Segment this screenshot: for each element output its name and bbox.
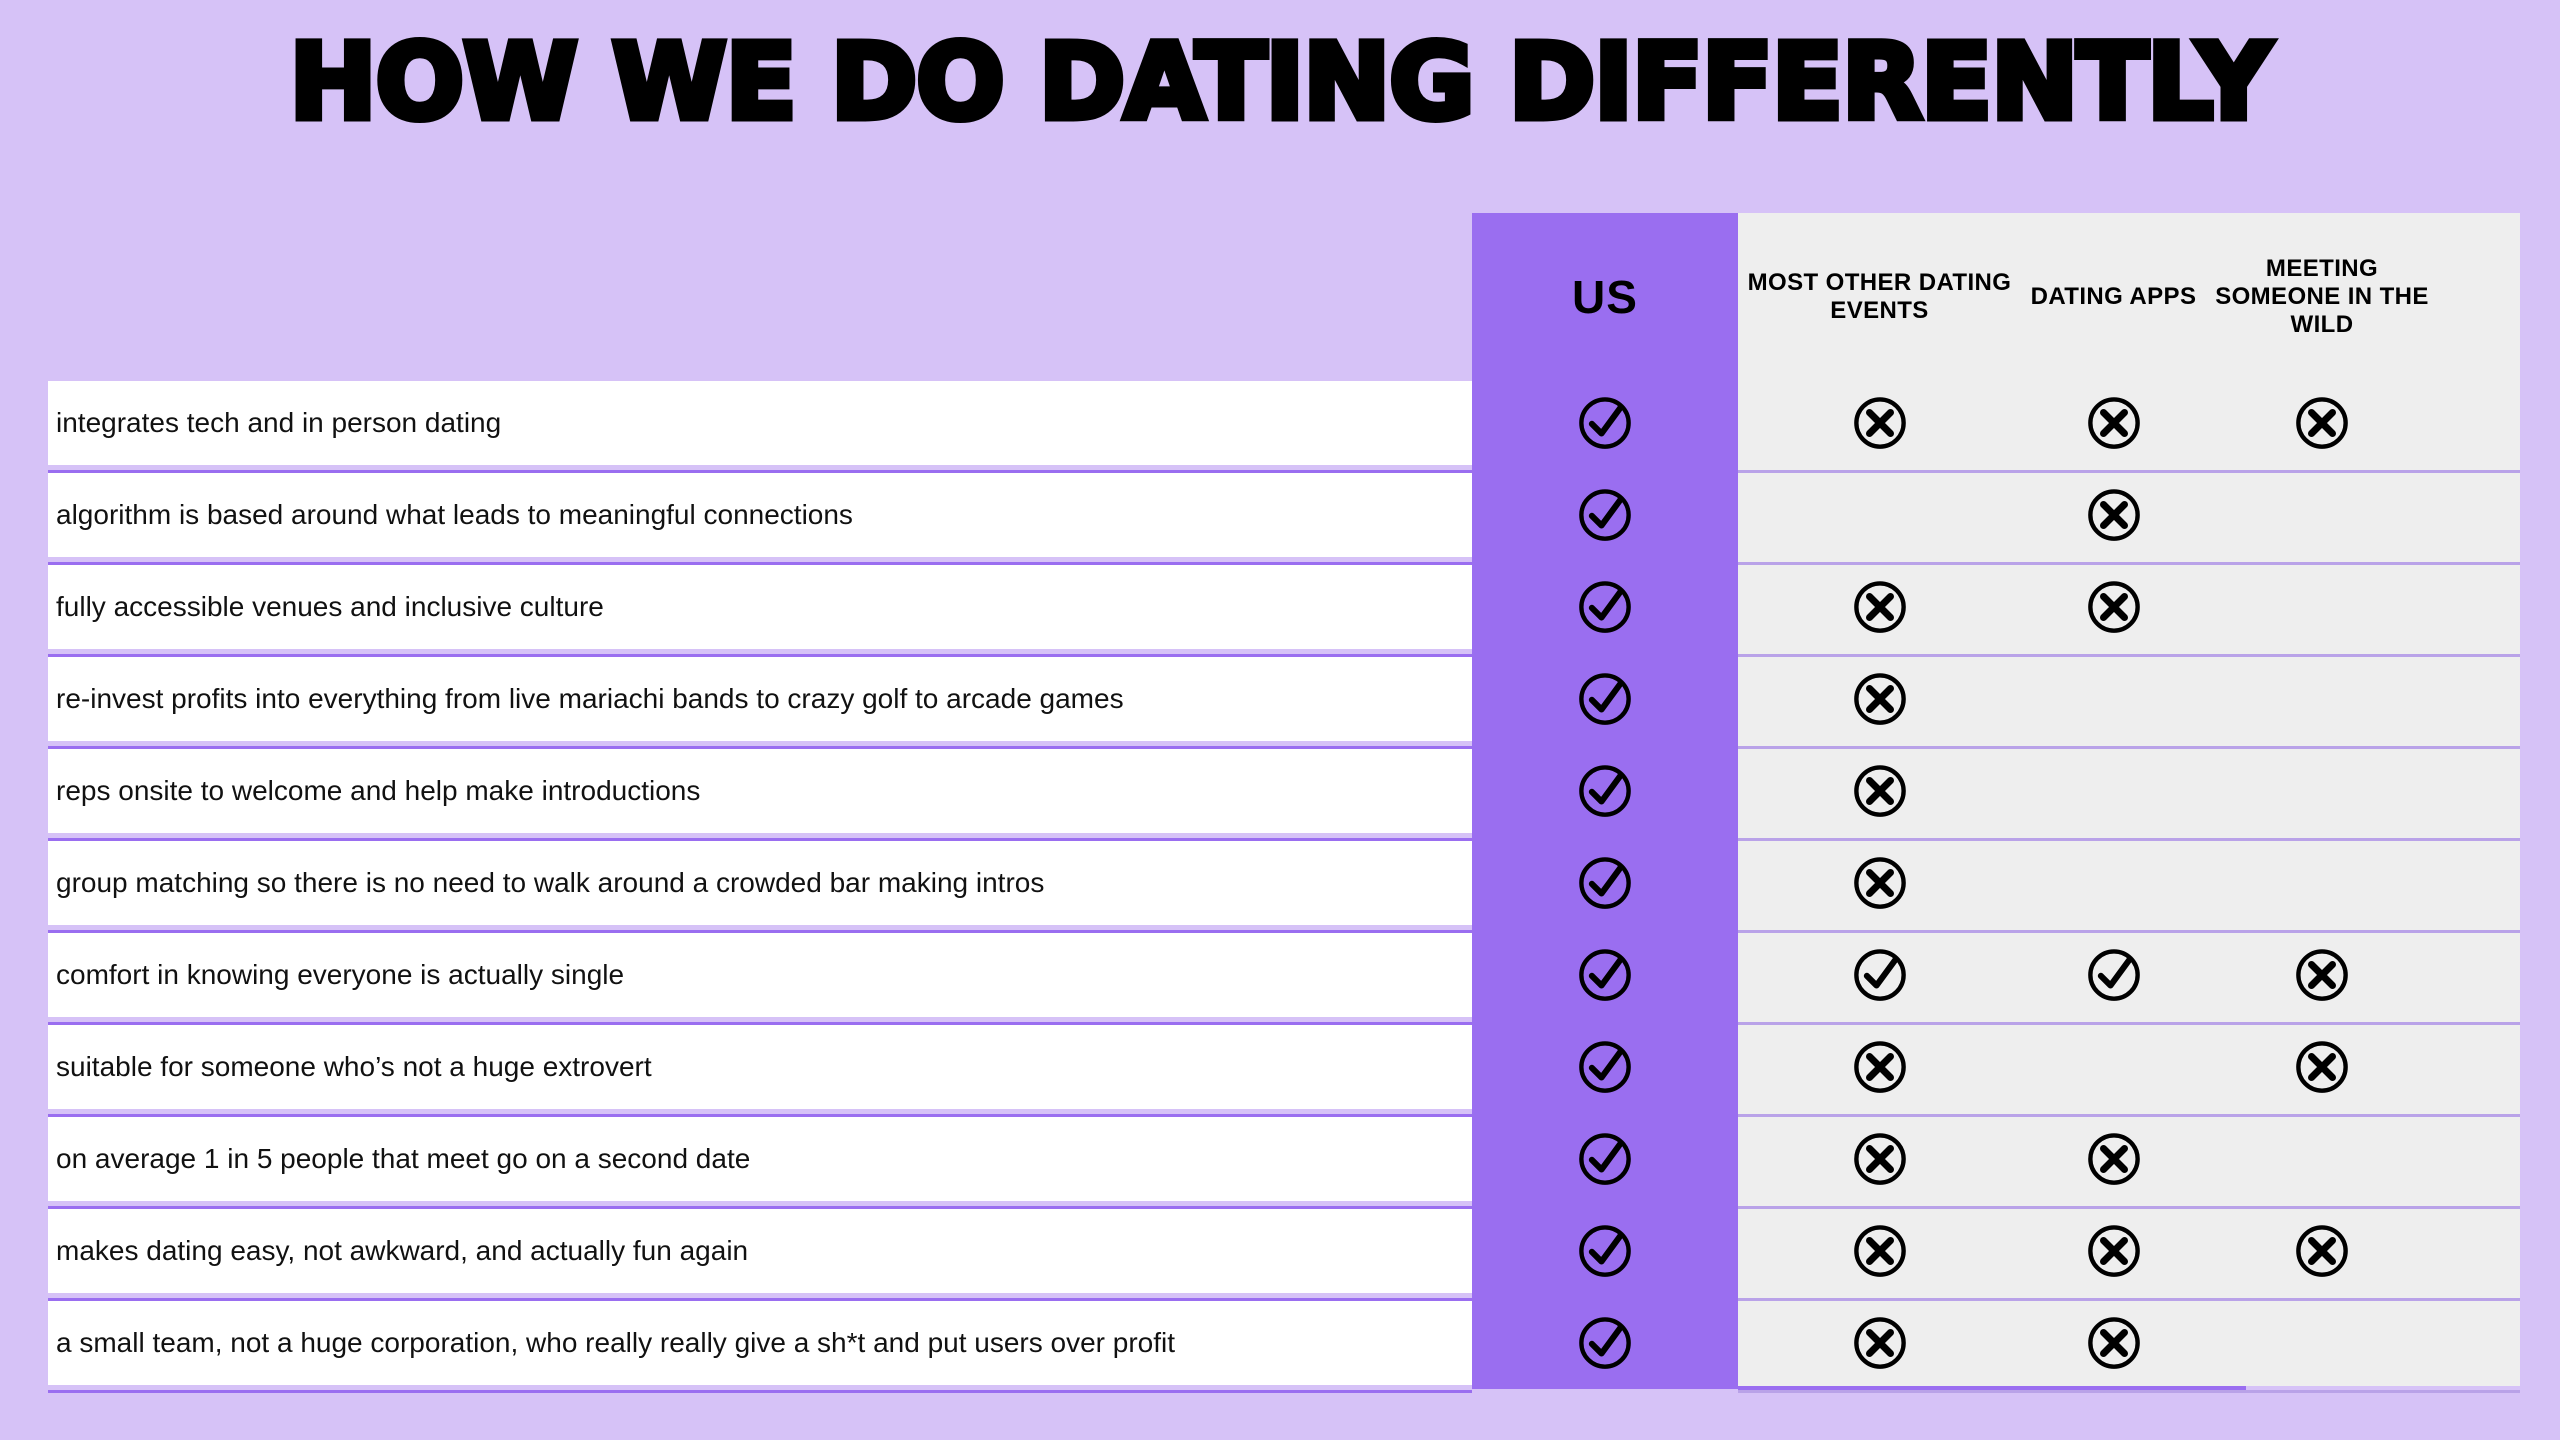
- cell-dating-apps: [2021, 1209, 2206, 1293]
- cell-other-events: [1738, 1117, 2021, 1201]
- cell-other-events: [1738, 1025, 2021, 1109]
- table-row: [48, 1117, 1472, 1209]
- cross-circle-icon: [2086, 487, 2142, 543]
- cross-circle-icon: [2294, 1039, 2350, 1095]
- check-circle-icon: [1577, 947, 1633, 1003]
- feature-label: algorithm is based around what leads to meaningful connections: [56, 499, 853, 530]
- cell-us: [1472, 381, 1738, 465]
- table-row: [48, 381, 1472, 473]
- check-circle-icon: [1577, 1131, 1633, 1187]
- cell-us: [1472, 1025, 1738, 1109]
- cross-circle-icon: [2086, 1315, 2142, 1371]
- page-title: HOW WE DO DATING DIFFERENTLY: [289, 21, 2271, 143]
- cross-circle-icon: [1852, 1315, 1908, 1371]
- cell-in-the-wild: [2206, 933, 2438, 1017]
- cell-other-events: [1738, 1209, 2021, 1293]
- cell-other-events: [1738, 565, 2021, 649]
- cell-us: [1472, 1209, 1738, 1293]
- cell-us: [1472, 933, 1738, 1017]
- table-row: [48, 749, 1472, 841]
- table-row: [48, 565, 1472, 657]
- cell-dating-apps: [2021, 381, 2206, 465]
- cell-dating-apps: [2021, 933, 2206, 1017]
- marks-row: [1472, 565, 2520, 657]
- feature-label-box: [48, 1301, 1472, 1385]
- cross-circle-icon: [1852, 1039, 1908, 1095]
- cell-us: [1472, 657, 1738, 741]
- cell-us: [1472, 1117, 1738, 1201]
- cell-dating-apps: [2021, 657, 2206, 741]
- cross-circle-icon: [2086, 1223, 2142, 1279]
- feature-label-box: [48, 565, 1472, 649]
- cell-other-events: [1738, 657, 2021, 741]
- table-row: [48, 473, 1472, 565]
- feature-label-box: [48, 841, 1472, 925]
- cell-other-events: [1738, 473, 2021, 557]
- marks-row: [1472, 473, 2520, 565]
- cell-in-the-wild: [2206, 1209, 2438, 1293]
- feature-label-box: [48, 1209, 1472, 1293]
- cross-circle-icon: [1852, 763, 1908, 819]
- cell-us: [1472, 565, 1738, 649]
- column-header-us: US: [1572, 270, 1638, 323]
- marks-row: [1472, 1301, 2520, 1393]
- table-row: [48, 933, 1472, 1025]
- cross-circle-icon: [2086, 395, 2142, 451]
- cell-other-events: [1738, 933, 2021, 1017]
- cell-in-the-wild: [2206, 1301, 2438, 1385]
- cross-circle-icon: [1852, 579, 1908, 635]
- feature-label: makes dating easy, not awkward, and actually fun again: [56, 1235, 749, 1266]
- feature-label-box: [48, 933, 1472, 1017]
- cell-in-the-wild: [2206, 841, 2438, 925]
- marks-grid: [1472, 381, 2520, 1393]
- check-circle-icon: [1577, 1315, 1633, 1371]
- table-row: [48, 1025, 1472, 1117]
- feature-label-box: [48, 1025, 1472, 1109]
- marks-row: [1472, 1209, 2520, 1301]
- column-header-dating-apps: DATING APPS: [2030, 282, 2197, 310]
- cross-circle-icon: [1852, 395, 1908, 451]
- cell-dating-apps: [2021, 565, 2206, 649]
- feature-label-box: [48, 473, 1472, 557]
- cross-circle-icon: [2294, 1223, 2350, 1279]
- row-divider: [48, 1390, 1472, 1393]
- cell-dating-apps: [2021, 841, 2206, 925]
- cross-circle-icon: [1852, 855, 1908, 911]
- cell-in-the-wild: [2206, 565, 2438, 649]
- feature-label: integrates tech and in person dating: [56, 407, 502, 438]
- marks-row: [1472, 749, 2520, 841]
- cell-dating-apps: [2021, 1025, 2206, 1109]
- marks-row: [1472, 933, 2520, 1025]
- feature-label: re-invest profits into everything from live mariachi bands to crazy golf to arcade games: [56, 683, 1124, 714]
- feature-label: group matching so there is no need to walk around a crowded bar making intros: [56, 867, 1045, 898]
- cell-other-events: [1738, 1301, 2021, 1385]
- check-circle-icon: [1852, 947, 1908, 1003]
- cell-us: [1472, 473, 1738, 557]
- table-row: [48, 657, 1472, 749]
- marks-row: [1472, 1025, 2520, 1117]
- feature-label: a small team, not a huge corporation, who really really give a sh*t and put users over profit: [56, 1327, 1176, 1358]
- check-circle-icon: [1577, 579, 1633, 635]
- check-circle-icon: [1577, 395, 1633, 451]
- marks-row: [1472, 381, 2520, 473]
- table-row: [48, 1209, 1472, 1301]
- check-circle-icon: [1577, 855, 1633, 911]
- cross-circle-icon: [1852, 1223, 1908, 1279]
- check-circle-icon: [1577, 763, 1633, 819]
- cell-us: [1472, 1301, 1738, 1385]
- cell-in-the-wild: [2206, 473, 2438, 557]
- check-circle-icon: [1577, 671, 1633, 727]
- cell-other-events: [1738, 381, 2021, 465]
- table-row: [48, 1301, 1472, 1393]
- feature-label: reps onsite to welcome and help make introductions: [56, 775, 701, 806]
- marks-row: [1472, 657, 2520, 749]
- check-circle-icon: [1577, 487, 1633, 543]
- cross-circle-icon: [1852, 1131, 1908, 1187]
- feature-label-box: [48, 1117, 1472, 1201]
- cell-in-the-wild: [2206, 1025, 2438, 1109]
- cell-us: [1472, 841, 1738, 925]
- check-circle-icon: [1577, 1039, 1633, 1095]
- column-header-other-events: MOST OTHER DATING EVENTS: [1747, 268, 2012, 324]
- cross-circle-icon: [2086, 1131, 2142, 1187]
- feature-label-box: [48, 749, 1472, 833]
- cell-dating-apps: [2021, 473, 2206, 557]
- table-row: [48, 841, 1472, 933]
- cell-other-events: [1738, 749, 2021, 833]
- cell-in-the-wild: [2206, 381, 2438, 465]
- column-header-in-the-wild: MEETING SOMEONE IN THE WILD: [2215, 254, 2429, 339]
- check-circle-icon: [1577, 1223, 1633, 1279]
- feature-label-column: [48, 381, 1472, 1393]
- cell-in-the-wild: [2206, 749, 2438, 833]
- cell-us: [1472, 749, 1738, 833]
- cell-dating-apps: [2021, 1117, 2206, 1201]
- cross-circle-icon: [2294, 395, 2350, 451]
- cell-dating-apps: [2021, 749, 2206, 833]
- feature-label: on average 1 in 5 people that meet go on a second date: [56, 1143, 751, 1174]
- cell-in-the-wild: [2206, 1117, 2438, 1201]
- cross-circle-icon: [2294, 947, 2350, 1003]
- cross-circle-icon: [1852, 671, 1908, 727]
- feature-label: suitable for someone who’s not a huge extrovert: [56, 1051, 652, 1082]
- cell-dating-apps: [2021, 1301, 2206, 1385]
- check-circle-icon: [2086, 947, 2142, 1003]
- marks-row-divider: [1738, 1390, 2520, 1393]
- marks-row: [1472, 1117, 2520, 1209]
- marks-row: [1472, 841, 2520, 933]
- feature-label: fully accessible venues and inclusive culture: [56, 591, 604, 622]
- feature-label-box: [48, 657, 1472, 741]
- feature-label-box: [48, 381, 1472, 465]
- cell-in-the-wild: [2206, 657, 2438, 741]
- cross-circle-icon: [2086, 579, 2142, 635]
- feature-label: comfort in knowing everyone is actually single: [56, 959, 625, 990]
- cell-other-events: [1738, 841, 2021, 925]
